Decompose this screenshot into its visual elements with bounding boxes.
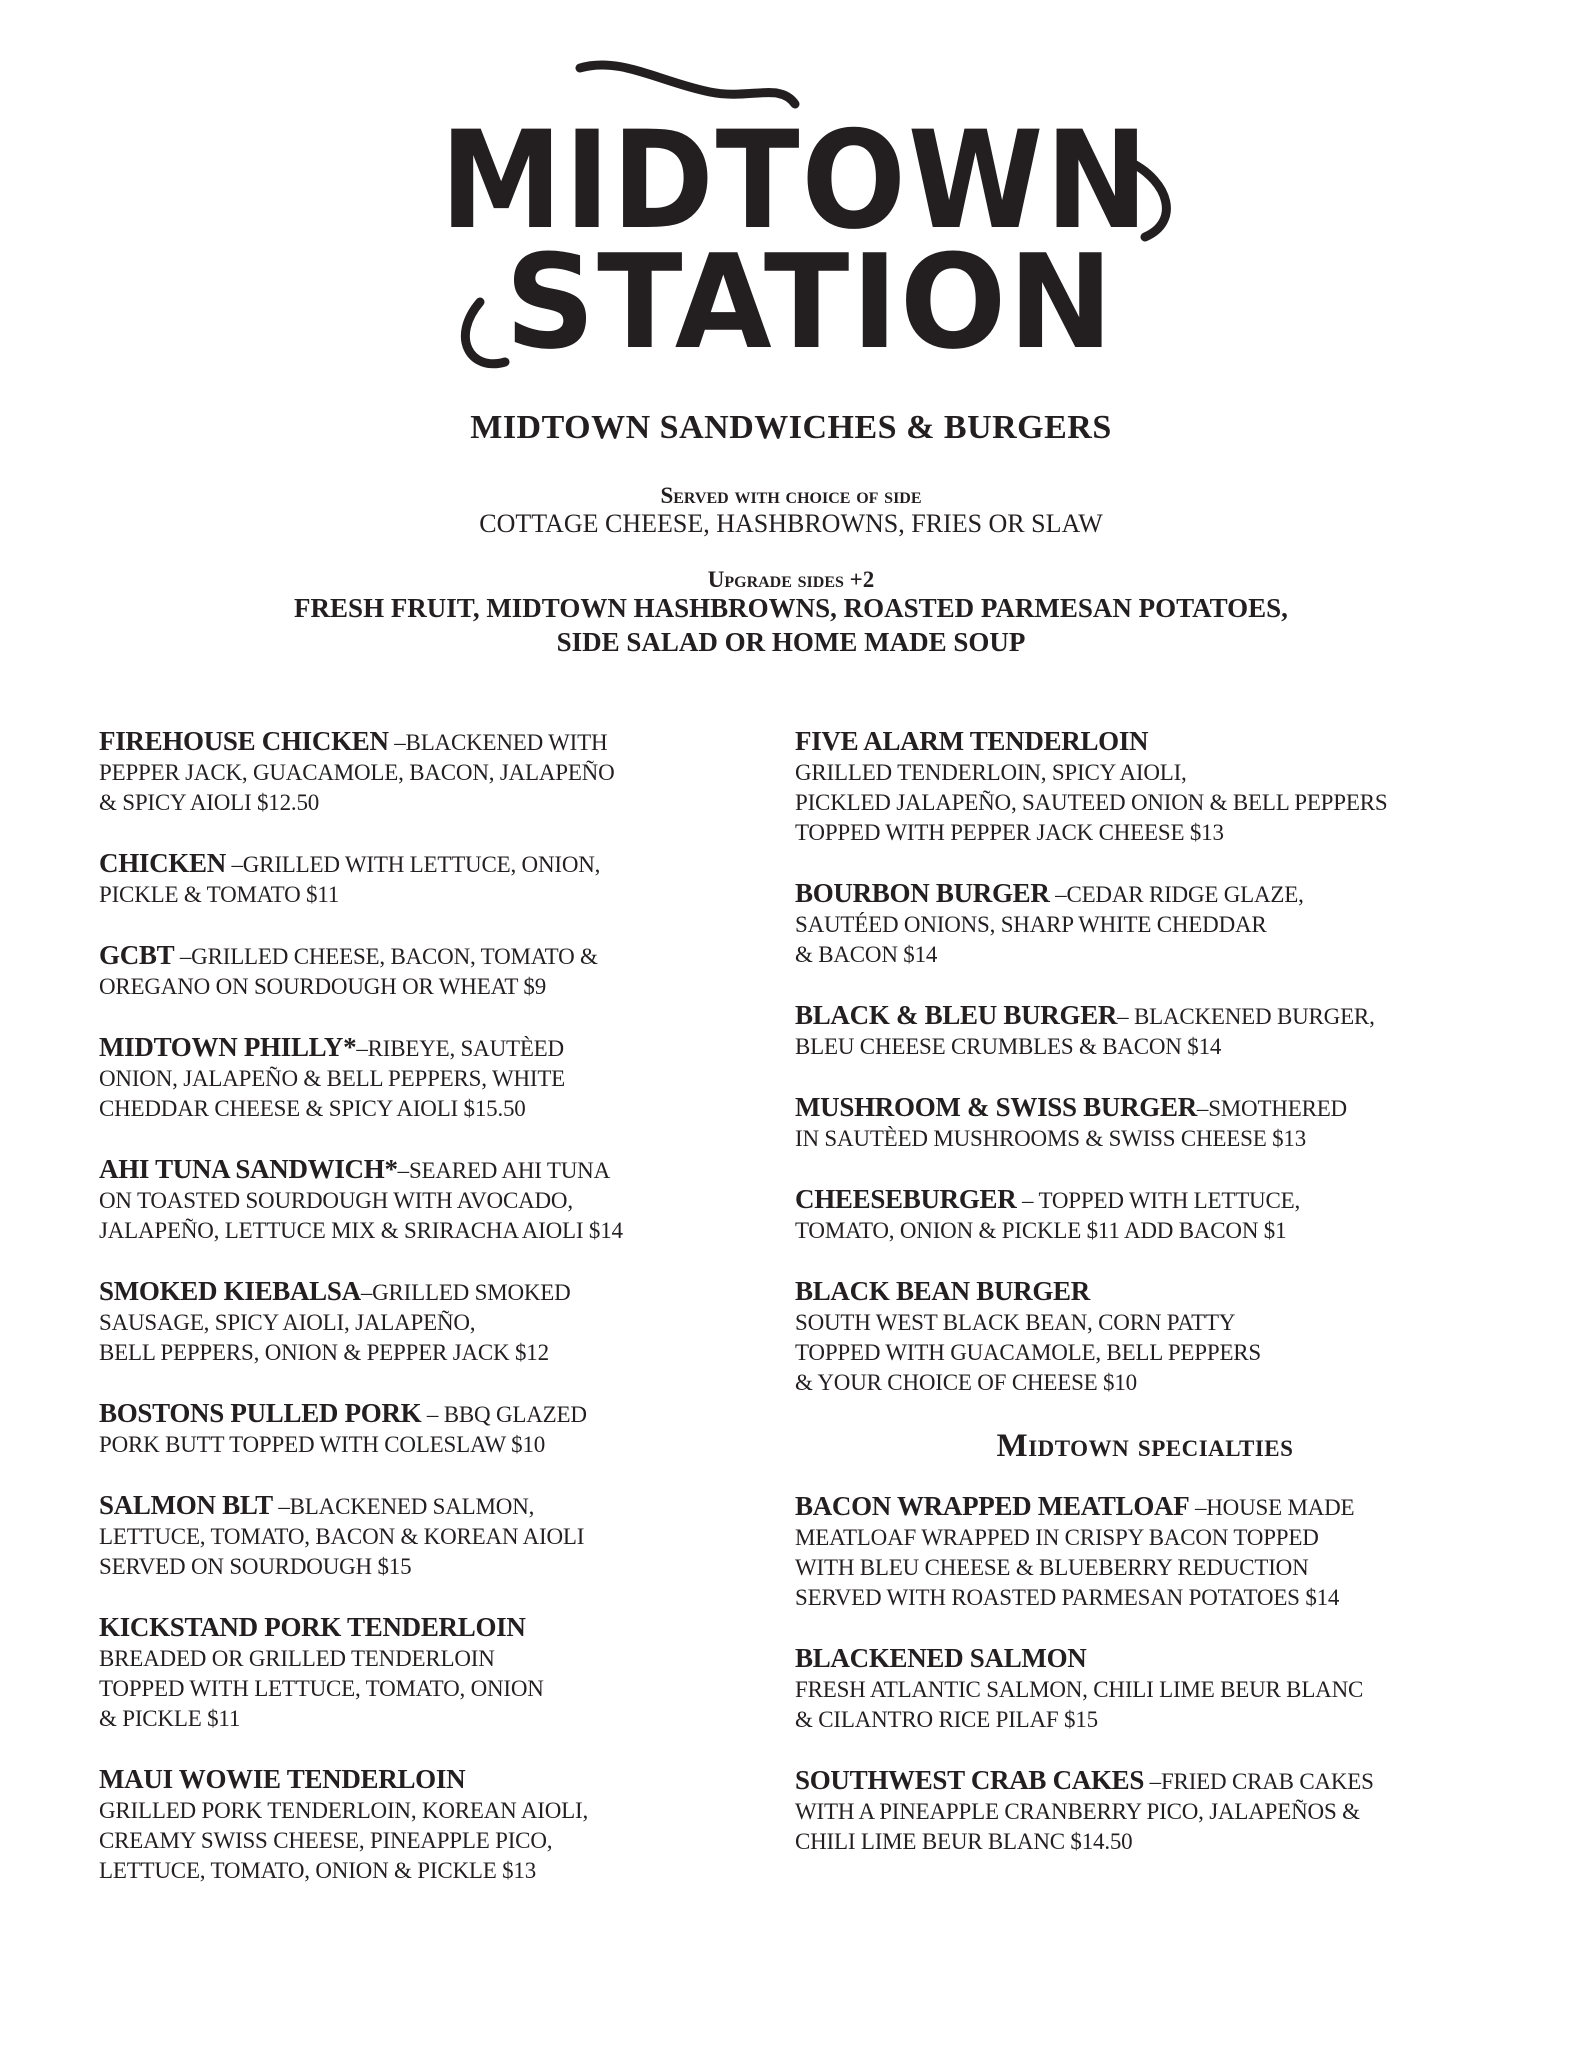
item-description: –SMOTHERED IN SAUTÈED MUSHROOMS & SWISS CHEESE $13 bbox=[795, 1096, 1347, 1151]
item-description: SOUTH WEST BLACK BEAN, CORN PATTY TOPPED WITH GUACAMOLE, BELL PEPPERS & YOUR CHOICE OF CHEESE $10 bbox=[795, 1310, 1262, 1395]
item-name: KICKSTAND PORK TENDERLOIN bbox=[99, 1612, 526, 1642]
menu-item bbox=[795, 1092, 1495, 1154]
menu-item bbox=[99, 1612, 739, 1734]
item-description: –SEARED AHI TUNA ON TOASTED SOURDOUGH WITH AVOCADO, JALAPEÑO, LETTUCE MIX & SRIRACHA AIOLI $14 bbox=[99, 1158, 623, 1243]
menu-item bbox=[795, 726, 1495, 848]
logo bbox=[410, 52, 1180, 382]
item-description: –FRIED CRAB CAKES WITH A PINEAPPLE CRANBERRY PICO, JALAPEÑOS & CHILI LIME BEUR BLANC $14.50 bbox=[795, 1769, 1374, 1854]
item-name: BLACKENED SALMON bbox=[795, 1643, 1087, 1673]
menu-item bbox=[99, 1490, 739, 1582]
item-description: –HOUSE MADE MEATLOAF WRAPPED IN CRISPY BACON TOPPED WITH BLEU CHEESE & BLUEBERRY REDUCTION SERVED WITH ROASTED PARMESAN POTATOES $14 bbox=[795, 1495, 1355, 1610]
menu-item bbox=[795, 1491, 1495, 1613]
item-name: SOUTHWEST CRAB CAKES bbox=[795, 1765, 1145, 1795]
item-description: – BBQ GLAZED PORK BUTT TOPPED WITH COLESLAW $10 bbox=[99, 1402, 587, 1457]
item-name: MIDTOWN PHILLY* bbox=[99, 1032, 357, 1062]
item-description: FRESH ATLANTIC SALMON, CHILI LIME BEUR BLANC & CILANTRO RICE PILAF $15 bbox=[795, 1677, 1364, 1732]
item-name: BLACK & BLEU BURGER bbox=[795, 1000, 1118, 1030]
menu-item bbox=[795, 1643, 1495, 1735]
menu-item bbox=[99, 1398, 739, 1460]
item-name: MAUI WOWIE TENDERLOIN bbox=[99, 1764, 466, 1794]
logo-artwork bbox=[410, 52, 1180, 382]
item-name: FIVE ALARM TENDERLOIN bbox=[795, 726, 1149, 756]
item-description: –CEDAR RIDGE GLAZE, SAUTÉED ONIONS, SHARP WHITE CHEDDAR & BACON $14 bbox=[795, 882, 1304, 967]
item-name: SALMON BLT bbox=[99, 1490, 273, 1520]
item-description: –GRILLED WITH LETTUCE, ONION, PICKLE & TOMATO $11 bbox=[99, 852, 601, 907]
item-description: GRILLED TENDERLOIN, SPICY AIOLI, PICKLED JALAPEÑO, SAUTEED ONION & BELL PEPPERS TOPPED WITH PEPPER JACK CHEESE $13 bbox=[795, 760, 1388, 845]
item-description: BREADED OR GRILLED TENDERLOIN TOPPED WITH LETTUCE, TOMATO, ONION & PICKLE $11 bbox=[99, 1646, 544, 1731]
logo-line-1: MIDTOWN bbox=[440, 102, 1150, 259]
item-name: BACON WRAPPED MEATLOAF bbox=[795, 1491, 1190, 1521]
menu-item bbox=[99, 940, 739, 1002]
item-description: –GRILLED SMOKED SAUSAGE, SPICY AIOLI, JALAPEÑO, BELL PEPPERS, ONION & PEPPER JACK $12 bbox=[99, 1280, 571, 1365]
item-name: MUSHROOM & SWISS BURGER bbox=[795, 1092, 1197, 1122]
menu-item bbox=[795, 1000, 1495, 1062]
upgrade-sides-block bbox=[0, 567, 1582, 660]
sides-text: COTTAGE CHEESE, HASHBROWNS, FRIES OR SLAW bbox=[479, 509, 1103, 539]
logo-line-2: STATION bbox=[505, 226, 1115, 378]
menu-item bbox=[795, 1765, 1495, 1857]
item-description: –BLACKENED SALMON, LETTUCE, TOMATO, BACON & KOREAN AIOLI SERVED ON SOURDOUGH $15 bbox=[99, 1494, 585, 1579]
upgrade-sides-label: Upgrade sides +2 bbox=[707, 566, 875, 592]
menu-item bbox=[795, 878, 1495, 970]
upgrade-sides-text: FRESH FRUIT, MIDTOWN HASHBROWNS, ROASTED PARMESAN POTATOES, SIDE SALAD OR HOME MADE SOUP bbox=[294, 592, 1288, 657]
menu-item bbox=[99, 1154, 739, 1246]
item-name: BOURBON BURGER bbox=[795, 878, 1050, 908]
page-title: MIDTOWN SANDWICHES & BURGERS bbox=[470, 409, 1112, 446]
sides-block bbox=[0, 483, 1582, 541]
specialties-title: Midtown specialties bbox=[996, 1428, 1294, 1464]
item-name: BOSTONS PULLED PORK bbox=[99, 1398, 422, 1428]
item-description: –GRILLED CHEESE, BACON, TOMATO & OREGANO ON SOURDOUGH OR WHEAT $9 bbox=[99, 944, 598, 999]
menu-item bbox=[99, 848, 739, 910]
item-name: CHEESEBURGER bbox=[795, 1184, 1017, 1214]
menu-item bbox=[99, 1764, 739, 1886]
item-name: SMOKED KIEBALSA bbox=[99, 1276, 361, 1306]
left-column bbox=[99, 726, 739, 1916]
menu-item bbox=[99, 1032, 739, 1124]
item-name: BLACK BEAN BURGER bbox=[795, 1276, 1090, 1306]
menu-header bbox=[0, 408, 1582, 659]
menu-item bbox=[99, 1276, 739, 1368]
item-name: GCBT bbox=[99, 940, 175, 970]
item-description: –BLACKENED WITH PEPPER JACK, GUACAMOLE, BACON, JALAPEÑO & SPICY AIOLI $12.50 bbox=[99, 730, 615, 815]
sides-label: Served with choice of side bbox=[660, 482, 922, 508]
item-description: – TOPPED WITH LETTUCE, TOMATO, ONION & PICKLE $11 ADD BACON $1 bbox=[795, 1188, 1300, 1243]
menu-item bbox=[795, 1276, 1495, 1398]
item-description: GRILLED PORK TENDERLOIN, KOREAN AIOLI, CREAMY SWISS CHEESE, PINEAPPLE PICO, LETTUCE, TOMATO, ONION & PICKLE $13 bbox=[99, 1798, 588, 1883]
item-name: CHICKEN bbox=[99, 848, 226, 878]
item-description: – BLACKENED BURGER, BLEU CHEESE CRUMBLES & BACON $14 bbox=[795, 1004, 1375, 1059]
item-name: AHI TUNA SANDWICH* bbox=[99, 1154, 398, 1184]
item-name: FIREHOUSE CHICKEN bbox=[99, 726, 389, 756]
menu-item bbox=[99, 726, 739, 818]
item-description: –RIBEYE, SAUTÈED ONION, JALAPEÑO & BELL PEPPERS, WHITE CHEDDAR CHEESE & SPICY AIOLI $15.50 bbox=[99, 1036, 566, 1121]
menu-item bbox=[795, 1184, 1495, 1246]
right-column bbox=[795, 726, 1495, 1887]
